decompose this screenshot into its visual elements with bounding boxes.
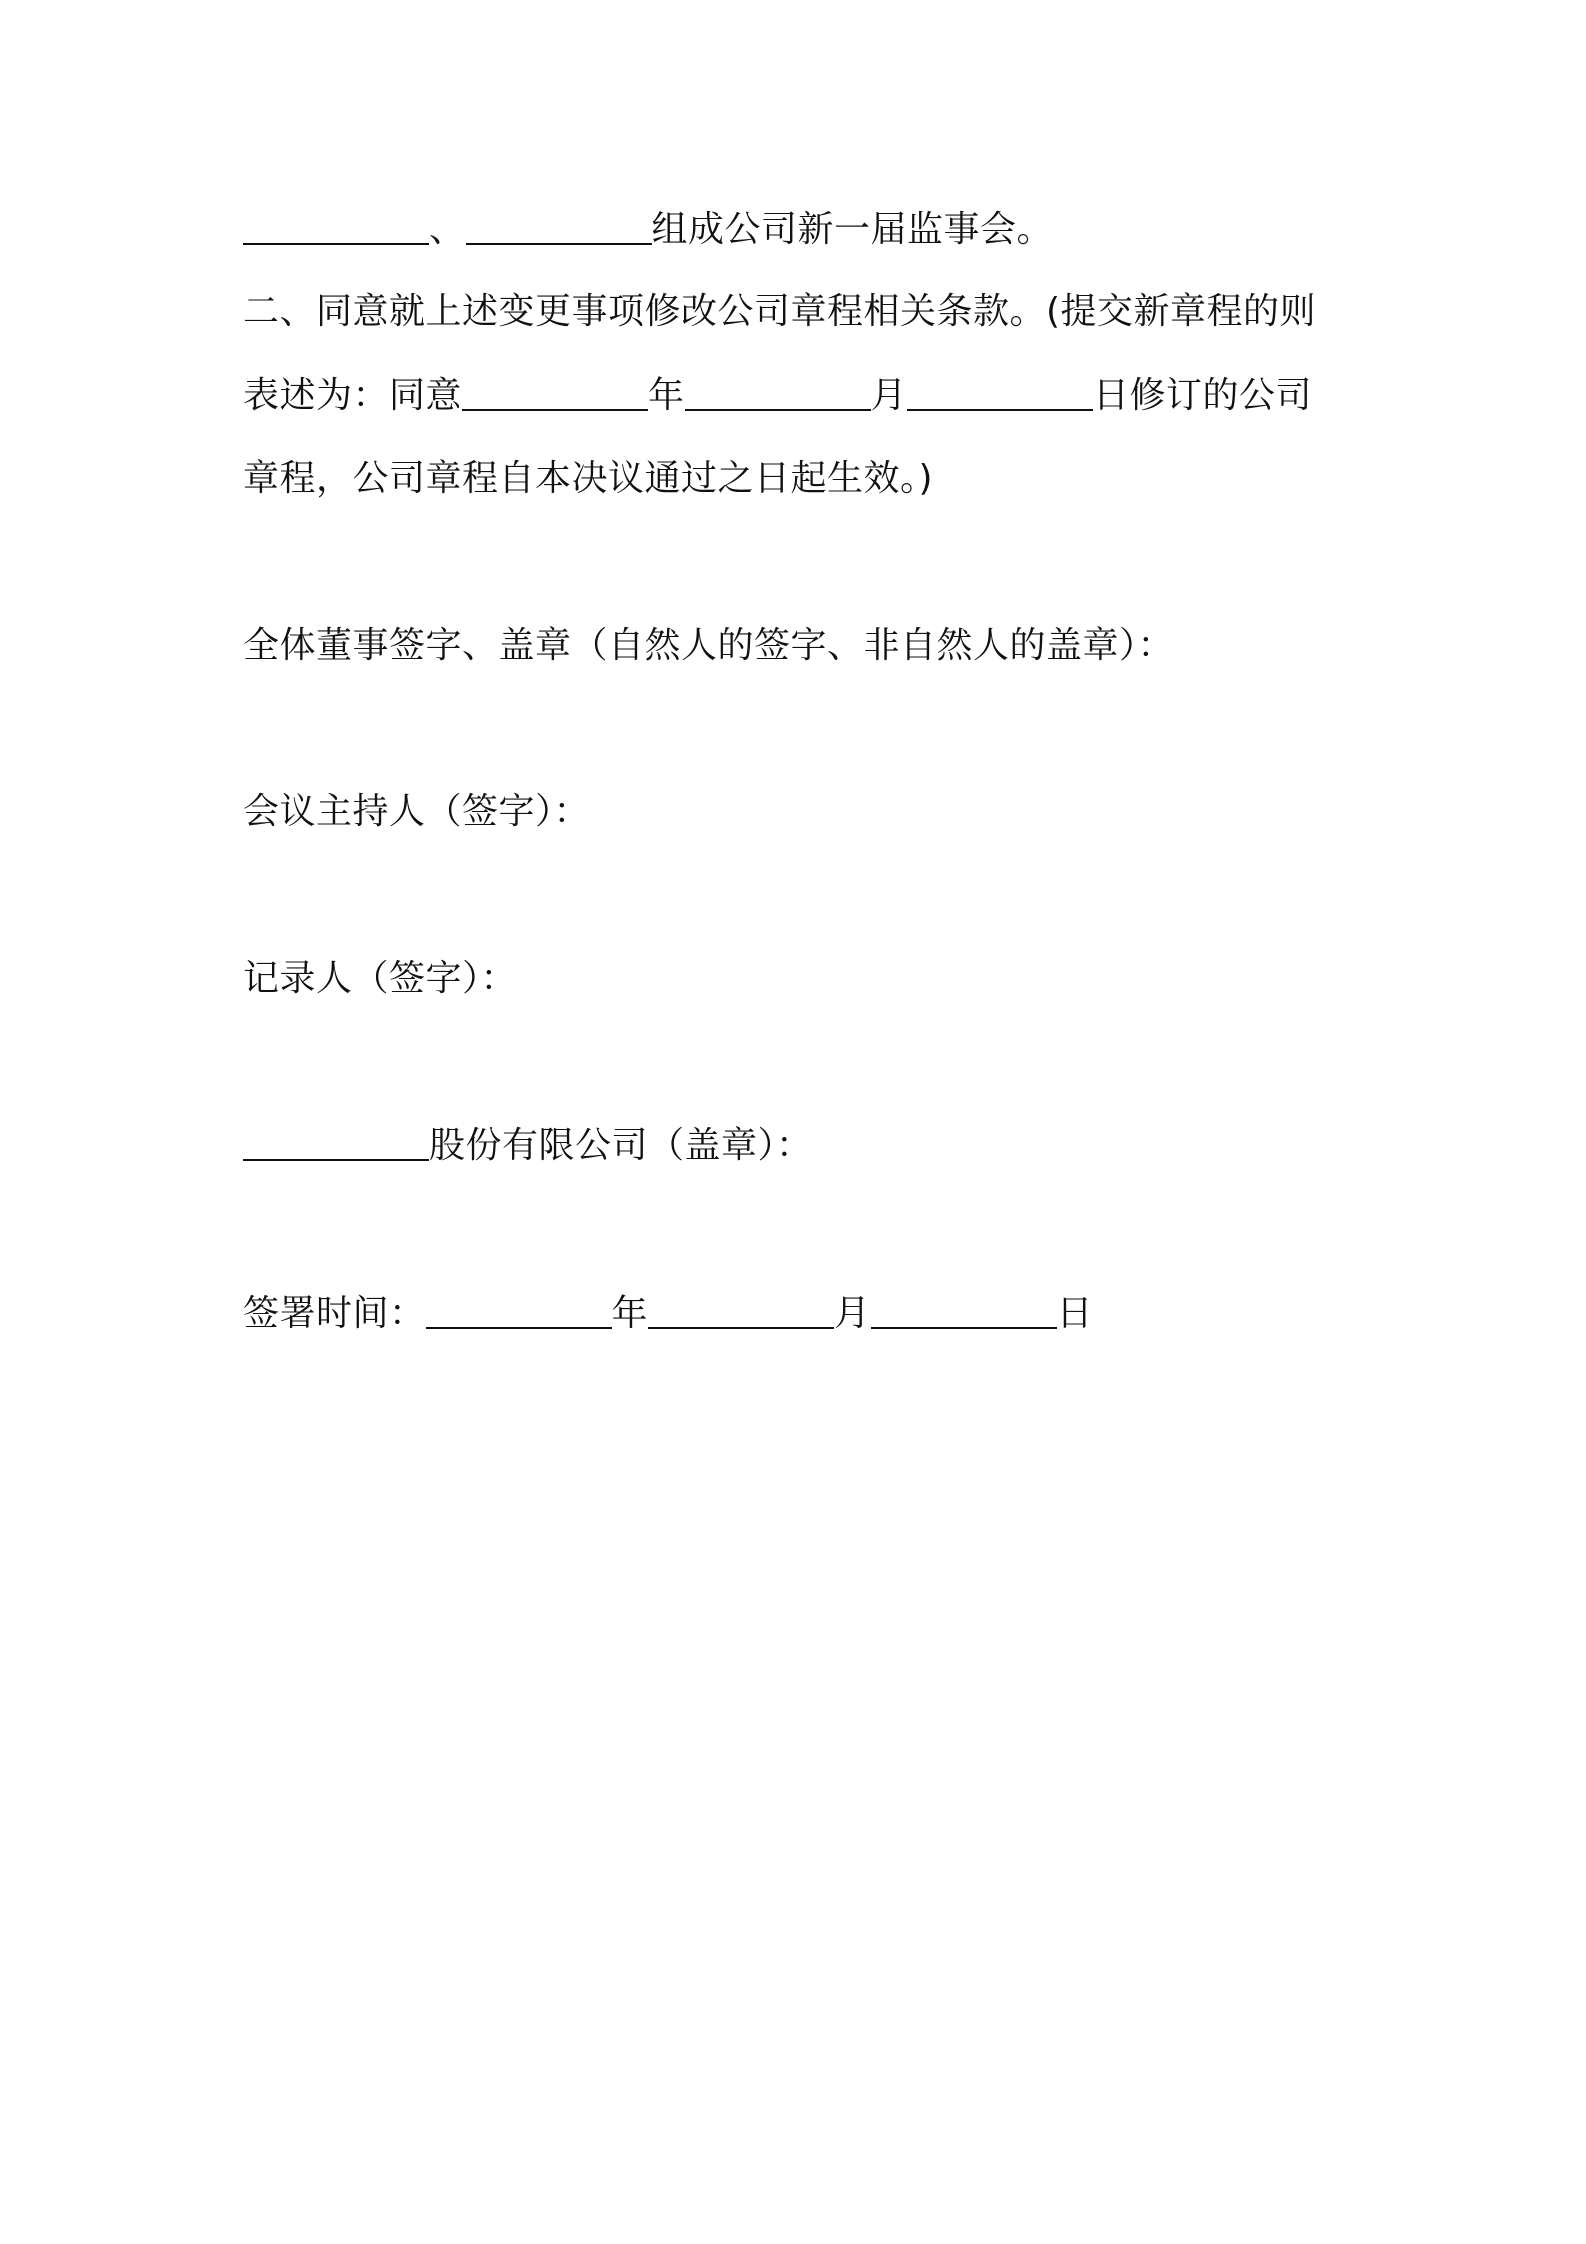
directors-sign-label: 全体董事签字、盖章（自然人的签字、非自然人的盖章）：	[243, 625, 1175, 666]
blank-field-company-name[interactable]	[243, 1123, 429, 1161]
charter-effective-line	[243, 455, 933, 503]
supervisors-text: 组成公司新一届监事会。	[651, 209, 1054, 250]
charter-effective-text: 章程，公司章程自本决议通过之日起生效。)	[243, 458, 934, 499]
recorder-sign-label: 记录人（签字）：	[243, 958, 518, 999]
blank-field-sign-year[interactable]	[426, 1291, 612, 1329]
recorder-sign-line	[243, 955, 517, 1003]
resolution-two-line	[243, 288, 1316, 336]
charter-date-line	[243, 372, 1312, 420]
directors-sign-line	[243, 622, 1174, 670]
blank-field-supervisor-2[interactable]	[466, 207, 652, 245]
sign-date-line	[243, 1290, 1093, 1338]
company-seal-label: 股份有限公司（盖章）：	[429, 1125, 813, 1166]
blank-field-charter-month[interactable]	[685, 373, 871, 411]
sign-day-label: 日	[1056, 1293, 1094, 1334]
host-sign-label: 会议主持人（签字）：	[243, 791, 591, 832]
blank-field-charter-day[interactable]	[907, 373, 1093, 411]
blank-field-sign-month[interactable]	[648, 1291, 834, 1329]
sign-date-label: 签署时间：	[243, 1293, 426, 1334]
resolution-two-text: 二、同意就上述变更事项修改公司章程相关条款。(提交新章程的则	[243, 291, 1317, 332]
company-seal-line	[243, 1122, 813, 1170]
charter-date-prefix: 表述为：同意	[243, 375, 463, 416]
charter-date-suffix: 日修订的公司	[1093, 375, 1313, 416]
supervisors-line	[243, 206, 1053, 254]
sign-year-label: 年	[611, 1293, 649, 1334]
sign-month-label: 月	[834, 1293, 871, 1334]
separator: 、	[429, 209, 466, 250]
blank-field-supervisor-1[interactable]	[243, 207, 429, 245]
month-label: 月	[870, 375, 908, 416]
blank-field-charter-year[interactable]	[462, 373, 648, 411]
year-label: 年	[648, 375, 685, 416]
host-sign-line	[243, 788, 590, 836]
blank-field-sign-day[interactable]	[871, 1291, 1057, 1329]
